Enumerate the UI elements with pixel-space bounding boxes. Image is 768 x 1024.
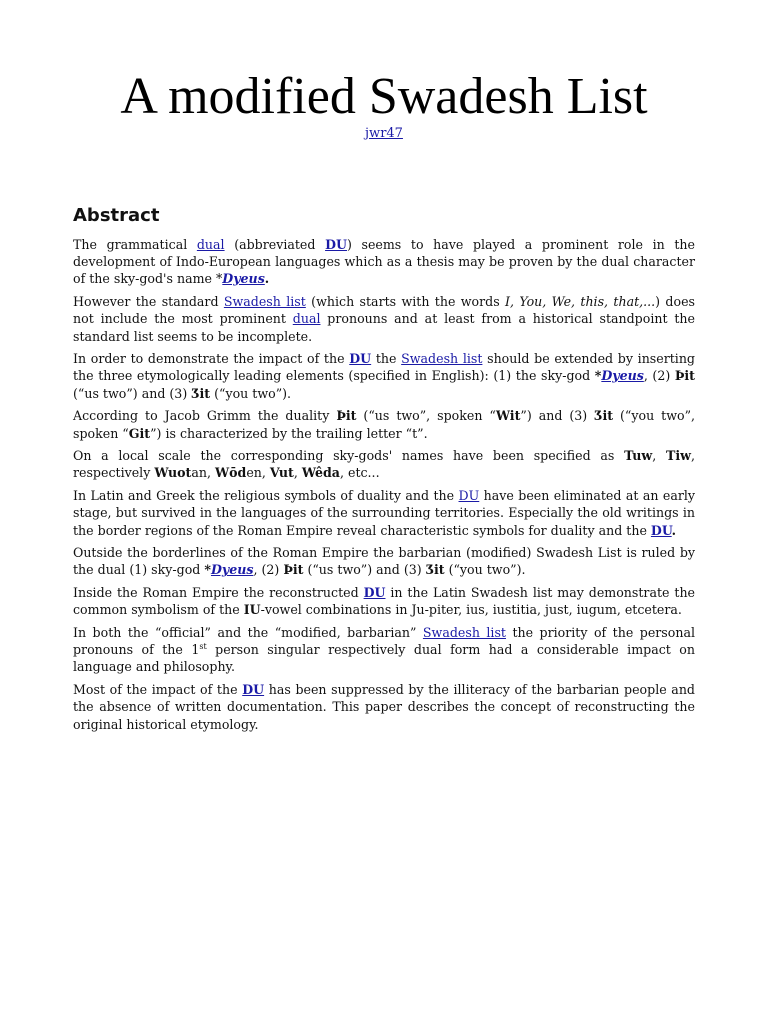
dual-link[interactable]: dual xyxy=(196,237,225,252)
paragraph-6: In Latin and Greek the religious symbols of duality and the DU have been eliminated at an early stage, but survived in the languages of the surrounding territories. Especially the old writings in the border regions of the Roman Empire reveal characteristic symbols for duality and the DU. xyxy=(73,488,695,538)
paragraph-2: However the standard Swadesh list (which starts with the words I, You, We, this, that,...) does not include the most prominent dual pronouns and at least from a historical standpoint the standard list seems to be incomplete. xyxy=(73,294,695,344)
dual-link[interactable]: dual xyxy=(292,311,321,327)
paragraph-10: Most of the impact of the DU has been suppressed by the illiteracy of the barbarian people and the absence of written documentation. This paper describes the concept of reconstructing the original historical etymology. xyxy=(73,682,695,732)
du-link[interactable]: DU xyxy=(650,522,672,538)
paragraph-8: Inside the Roman Empire the reconstructed DU in the Latin Swadesh list may demonstrate the common symbolism of the IU-vowel combinations in Ju-piter, ius, iustitia, just, iugum, etcetera. xyxy=(73,585,696,618)
author-link[interactable]: jwr47 xyxy=(365,126,403,141)
document-title: A modified Swadesh List xyxy=(120,68,648,125)
du-link[interactable]: DU xyxy=(458,488,480,504)
du-link[interactable]: DU xyxy=(325,237,347,252)
dyeus-link[interactable]: Dyeus xyxy=(222,271,265,287)
paragraph-7: Outside the borderlines of the Roman Empire the barbarian (modified) Swadesh List is ruled by the dual (1) sky-god *Dyeus, (2) Þit (“us two”) and (3) Ʒit (“you two”). xyxy=(73,545,695,578)
du-link[interactable]: DU xyxy=(242,682,265,698)
du-link[interactable]: DU xyxy=(349,351,372,367)
paragraph-4: According to Jacob Grimm the duality Þit (“us two”, spoken “Wit”) and (3) Ʒit (“you two”, spoken “Git”) is characterized by the trailing letter “t”. xyxy=(73,408,696,441)
swadesh-list-link[interactable]: Swadesh list xyxy=(223,294,306,310)
paragraph-3: In order to demonstrate the impact of the DU the Swadesh list should be extended by inserting the three etymologically leading elements (specified in English): (1) the sky-god *Dyeus, (2) Þit (“us two”) and (3) Ʒit (“you two”). xyxy=(73,351,695,401)
du-link[interactable]: DU xyxy=(363,585,386,601)
abstract-heading: Abstract xyxy=(73,205,160,226)
abstract-body xyxy=(73,236,695,738)
dyeus-link[interactable]: Dyeus xyxy=(601,368,644,384)
swadesh-list-link[interactable]: Swadesh list xyxy=(422,625,506,641)
paragraph-9: In both the “official” and the “modified, barbarian” Swadesh list the priority of the personal pronouns of the 1st person singular respectively dual form had a considerable impact on language and philosophy. xyxy=(73,625,695,675)
author-line xyxy=(0,126,768,141)
paragraph-5: On a local scale the corresponding sky-gods' names have been specified as Tuw, Tiw, respectively Wuotan, Wōden, Vut, Wêda, etc... xyxy=(73,448,695,481)
swadesh-list-link[interactable]: Swadesh list xyxy=(401,351,483,367)
dyeus-link[interactable]: Dyeus xyxy=(210,562,254,578)
paragraph-1: The grammatical dual (abbreviated DU) seems to have played a prominent role in the development of Indo-European languages which as a thesis may be proven by the dual character of the sky-god's name *Dyeus. xyxy=(73,237,695,287)
